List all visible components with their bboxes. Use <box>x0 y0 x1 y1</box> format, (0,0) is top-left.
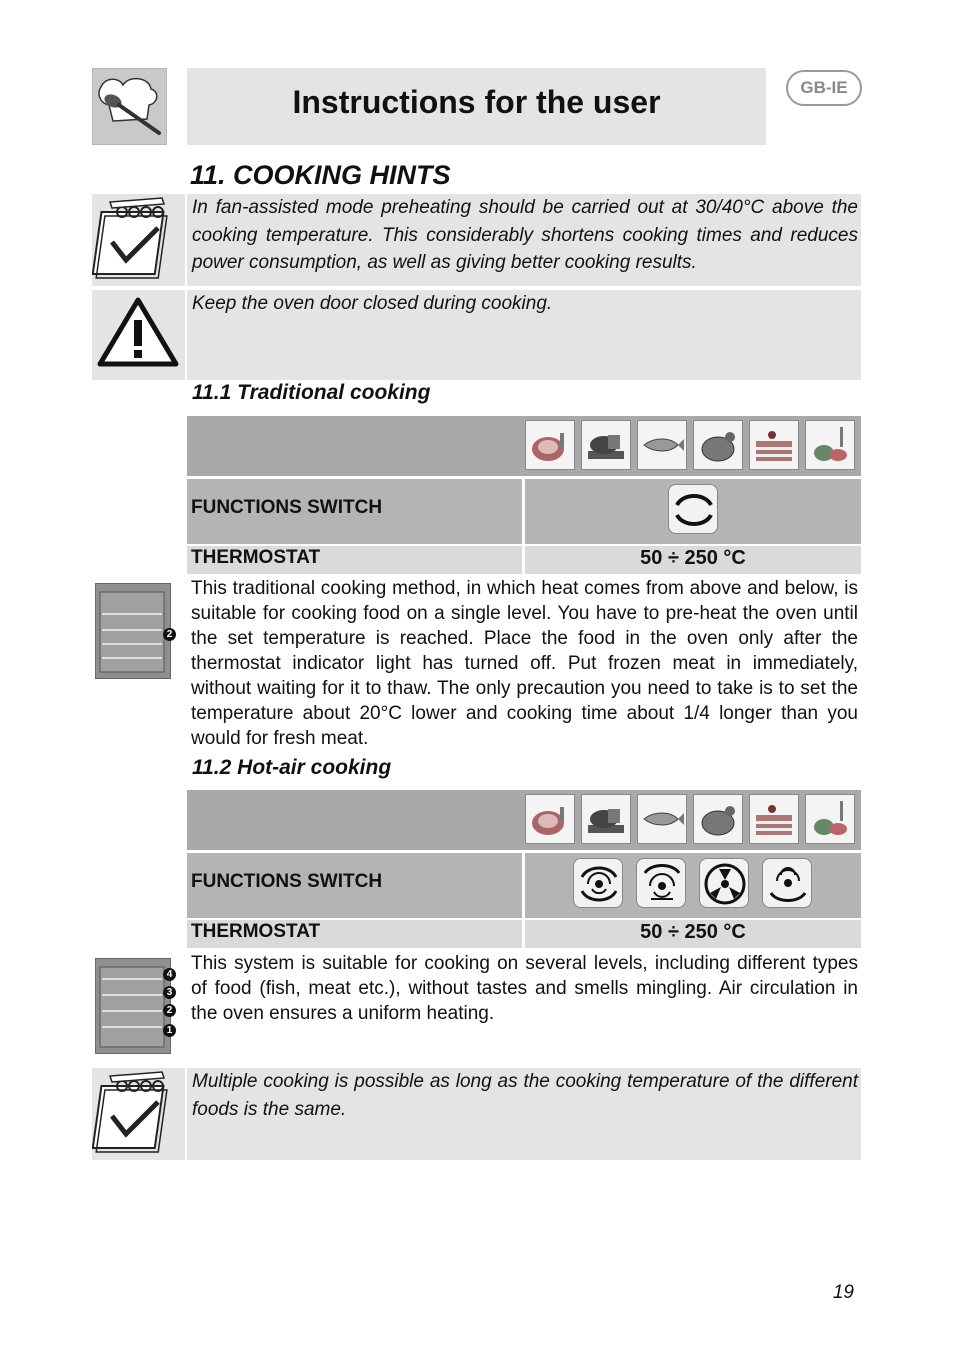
note-multiple-cooking: Multiple cooking is possible as long as the cooking temperature of the different foods is the same. <box>187 1068 861 1160</box>
warning-door-closed: Keep the oven door closed during cooking. <box>187 290 861 380</box>
title-bar <box>187 68 766 145</box>
section-title: 11. COOKING HINTS <box>190 160 451 190</box>
bread-icon <box>581 794 631 844</box>
warning-triangle-icon <box>92 290 185 380</box>
thermostat-label: THERMOSTAT <box>191 921 321 942</box>
fish-icon <box>637 420 687 470</box>
chicken-icon <box>693 420 743 470</box>
vegetables-icon <box>805 420 855 470</box>
food-header-row-traditional <box>187 416 861 476</box>
functions-switch-label-cell <box>187 853 522 918</box>
cake-icon <box>749 420 799 470</box>
note-icon-box <box>92 194 185 286</box>
spoon-chef-hat-icon <box>93 69 168 146</box>
roast-meat-icon <box>525 420 575 470</box>
oven-level-icon <box>95 583 171 679</box>
thermostat-value-cell <box>525 920 861 948</box>
chicken-icon <box>693 794 743 844</box>
subsection-title-traditional: 11.1 Traditional cooking <box>192 381 431 404</box>
top-bottom-heat-icon <box>668 484 718 534</box>
level-number: 3 <box>163 986 176 999</box>
language-badge: GB-IE <box>786 70 862 106</box>
oven-multilevel-icon <box>95 958 171 1054</box>
thermostat-value: 50 ÷ 250 °C <box>640 547 746 569</box>
fan-grill-icon <box>636 858 686 908</box>
level-number: 1 <box>163 1024 176 1037</box>
notepad-check-icon <box>92 194 185 286</box>
functions-switch-label-cell <box>187 479 522 544</box>
functions-switch-label: FUNCTIONS SWITCH <box>191 497 383 518</box>
warning-icon-box <box>92 290 185 380</box>
thermostat-label-cell <box>187 546 522 574</box>
note-preheating: In fan-assisted mode preheating should be carried out at 30/40°C above the cooking temperature. This considerably shortens cooking times and reduces power consumption, as well as giving better cooking results. <box>187 194 861 286</box>
thermostat-label-cell <box>187 920 522 948</box>
functions-switch-label: FUNCTIONS SWITCH <box>191 871 383 892</box>
fan-ring-icon <box>699 858 749 908</box>
level-number: 2 <box>163 1004 176 1017</box>
cake-icon <box>749 794 799 844</box>
thermostat-label: THERMOSTAT <box>191 547 321 568</box>
logo <box>92 68 167 145</box>
notepad-check-icon <box>92 1068 185 1160</box>
roast-meat-icon <box>525 794 575 844</box>
page-title: Instructions for the user <box>292 84 661 120</box>
vegetables-icon <box>805 794 855 844</box>
thermostat-value: 50 ÷ 250 °C <box>640 921 746 943</box>
fan-bottom-icon <box>762 858 812 908</box>
subsection-title-hotair: 11.2 Hot-air cooking <box>192 756 392 779</box>
food-header-row-hotair <box>187 790 861 850</box>
bread-icon <box>581 420 631 470</box>
fish-icon <box>637 794 687 844</box>
functions-switch-symbol-cell <box>525 479 861 544</box>
fan-top-bottom-icon <box>573 858 623 908</box>
level-number: 2 <box>163 628 176 641</box>
thermostat-value-cell <box>525 546 861 574</box>
page-number: 19 <box>832 1282 854 1303</box>
hotair-description: This system is suitable for cooking on several levels, including different types of food (fish, meat etc.), without tastes and smells mingling. Air circulation in the oven ensures a uniform heating. <box>191 953 858 1024</box>
functions-switch-symbol-cell <box>525 853 861 918</box>
traditional-description: This traditional cooking method, in which heat comes from above and below, is suitable for cooking food on a single level. You have to pre-heat the oven until the set temperature is reached. Place the food in the oven only after the thermostat indicator light has turned off. Put frozen meat in immediately, without waiting for it to thaw. The only precaution you need to take is to set the temperature about 20°C lower and cooking time about 1/4 longer than you would for fresh meat. <box>191 578 858 749</box>
note-icon-box <box>92 1068 185 1160</box>
level-number: 4 <box>163 968 176 981</box>
